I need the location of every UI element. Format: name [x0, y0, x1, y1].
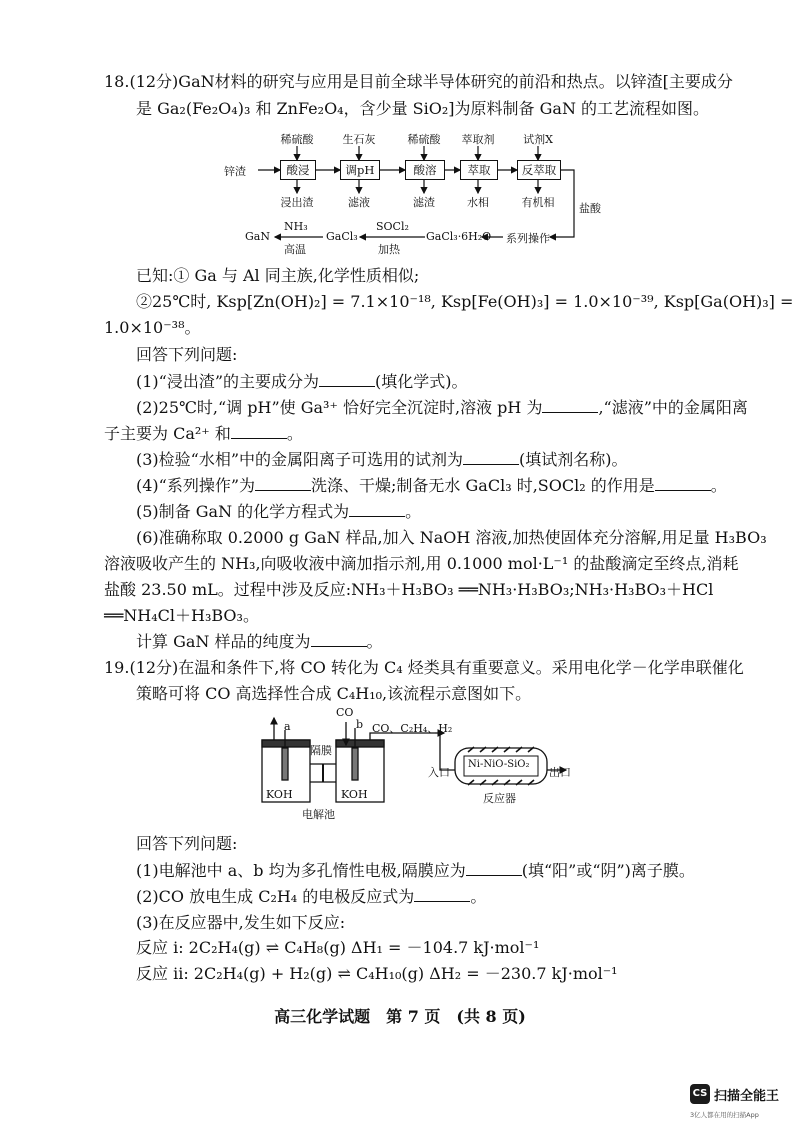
flow-input-extractant: 萃取剂 [461, 133, 495, 146]
q19-line1: 19.(12分)在温和条件下,将 CO 转化为 C₄ 烃类具有重要意义。采用电化学－化学串联催化 [104, 658, 744, 677]
koh-right-label: KOH [341, 788, 368, 801]
co-inlet-label: CO [336, 706, 354, 719]
flow-step-back-extraction: 反萃取 [517, 160, 561, 180]
flow-output-aqueous-phase: 水相 [467, 196, 489, 209]
flow-start-zinc-residue: 锌渣 [224, 165, 246, 178]
watermark-app-name: 扫描全能王 [714, 1089, 780, 1104]
flow-input-dilute-h2so4: 稀硫酸 [280, 133, 314, 146]
flow-input-quicklime: 生石灰 [342, 133, 376, 146]
electrode-b-label: b [356, 718, 364, 731]
q19-reaction-i: 反应 i: 2C₂H₄(g) ⇌ C₄H₈(g) ΔH₁ = －104.7 kJ·mol⁻¹ [136, 938, 540, 957]
q18-answer-heading: 回答下列问题: [136, 345, 238, 364]
flow-step-acid-dissolve: 酸溶 [405, 160, 445, 180]
flow-gan-product: GaN [245, 230, 270, 243]
q19-part1: (1)电解池中 a、b 均为多孔惰性电极,隔膜应为 (填“阳”或“阴”)离子膜。 [136, 861, 695, 880]
q18-known-3: 1.0×10⁻³⁸。 [104, 318, 201, 337]
q18-line2: 是 Ga₂(Fe₂O₄)₃ 和 ZnFe₂O₄，含少量 SiO₂]为原料制备 GaN 的工艺流程如图。 [136, 99, 710, 118]
page-footer: 高三化学试题 第 7 页 (共 8 页) [274, 1007, 526, 1026]
q18-part2-cont: 子主要为 Ca²⁺ 和 。 [104, 424, 303, 443]
flow-output-filter-residue: 滤渣 [413, 196, 435, 209]
q18-part6-line5: 计算 GaN 样品的纯度为 。 [136, 632, 383, 651]
koh-left-label: KOH [266, 788, 293, 801]
reactor-label: 反应器 [483, 792, 516, 805]
flow-heat: 加热 [378, 243, 400, 256]
q18-part6-line2: 溶液吸收产生的 NH₃,向吸收液中滴加指示剂,用 0.1000 mol·L⁻¹ 的盐酸滴定至终点,消耗 [104, 554, 739, 573]
reactor-outlet-label: 出口 [549, 766, 571, 779]
q19-answer-heading: 回答下列问题: [136, 834, 238, 853]
flow-output-leach-residue: 浸出渣 [280, 196, 314, 209]
reactor-inlet-label: 入口 [428, 766, 450, 779]
q18-part1: (1)“浸出渣”的主要成分为 (填化学式)。 [136, 372, 468, 391]
flow-gacl3-hydrate: GaCl₃·6H₂O [426, 230, 492, 243]
answer-blank [414, 887, 470, 902]
q19-part3: (3)在反应器中,发生如下反应: [136, 913, 346, 932]
q18-part5: (5)制备 GaN 的化学方程式为 。 [136, 502, 422, 521]
flow-high-temperature: 高温 [284, 243, 306, 256]
q18-part3: (3)检验“水相”中的金属阳离子可选用的试剂为 (填试剂名称)。 [136, 450, 628, 469]
q18-known-2: ②25℃时, Ksp[Zn(OH)₂] = 7.1×10⁻¹⁸, Ksp[Fe(OH)₃] = 1.0×10⁻³⁹, Ksp[Ga(OH)₃] = [136, 292, 794, 311]
q19-part2: (2)CO 放电生成 C₂H₄ 的电极反应式为 。 [136, 887, 487, 906]
q18-part6-line1: (6)准确称取 0.2000 g GaN 样品,加入 NaOH 溶液,加热使固体充分溶解,用足量 H₃BO₃ [136, 528, 767, 547]
flow-socl2: SOCl₂ [376, 220, 409, 233]
flow-nh3: NH₃ [284, 220, 308, 233]
catalyst-label: Ni-NiO-SiO₂ [468, 759, 530, 770]
flow-input-reagent-x: 试剂X [523, 133, 553, 146]
flow-output-filtrate: 滤液 [348, 196, 370, 209]
q18-known-1: 已知:① Ga 与 Al 同主族,化学性质相似; [136, 266, 420, 285]
q18-part2: (2)25℃时,“调 pH”使 Ga³⁺ 恰好完全沉淀时,溶液 pH 为 ,“滤液”中的金属阳离 [136, 398, 748, 417]
electrolytic-cell-label: 电解池 [302, 808, 335, 821]
q18-part6-line3: 盐酸 23.50 mL。过程中涉及反应:NH₃＋H₃BO₃ ══NH₃·H₃BO₃;NH₃·H₃BO₃＋HCl [104, 580, 714, 599]
q19-reaction-ii: 反应 ii: 2C₂H₄(g) + H₂(g) ⇌ C₄H₁₀(g) ΔH₂ = －230.7 kJ·mol⁻¹ [136, 964, 618, 983]
q19-line2: 策略可将 CO 高选择性合成 C₄H₁₀,该流程示意图如下。 [136, 684, 532, 703]
q18-part4: (4)“系列操作”为 洗涤、干燥;制备无水 GaCl₃ 时,SOCl₂ 的作用是 。 [136, 476, 727, 495]
q18-line1: 18.(12分)GaN材料的研究与应用是目前全球半导体研究的前沿和热点。以锌渣[主要成分 [104, 72, 733, 91]
product-gases-label: CO、C₂H₄、H₂ [372, 722, 453, 735]
flow-step-acid-leach: 酸浸 [280, 160, 316, 180]
flow-series-operations: 系列操作 [506, 232, 550, 245]
q18-part6-line4: ══NH₄Cl＋H₃BO₃。 [104, 606, 259, 625]
flow-input-dilute-h2so4-2: 稀硫酸 [407, 133, 441, 146]
answer-blank [466, 861, 522, 876]
flow-step-extraction: 萃取 [460, 160, 498, 180]
membrane-label: 隔膜 [310, 744, 332, 757]
watermark-tagline: 3亿人都在用的扫描App [690, 1111, 759, 1119]
flow-side-hcl: 盐酸 [579, 202, 601, 215]
flow-step-adjust-ph: 调pH [340, 160, 380, 180]
camscanner-logo-icon: CS [690, 1084, 710, 1104]
flow-gacl3: GaCl₃ [326, 230, 358, 243]
electrode-a-label: a [284, 720, 291, 733]
flow-output-organic-phase: 有机相 [521, 196, 555, 209]
